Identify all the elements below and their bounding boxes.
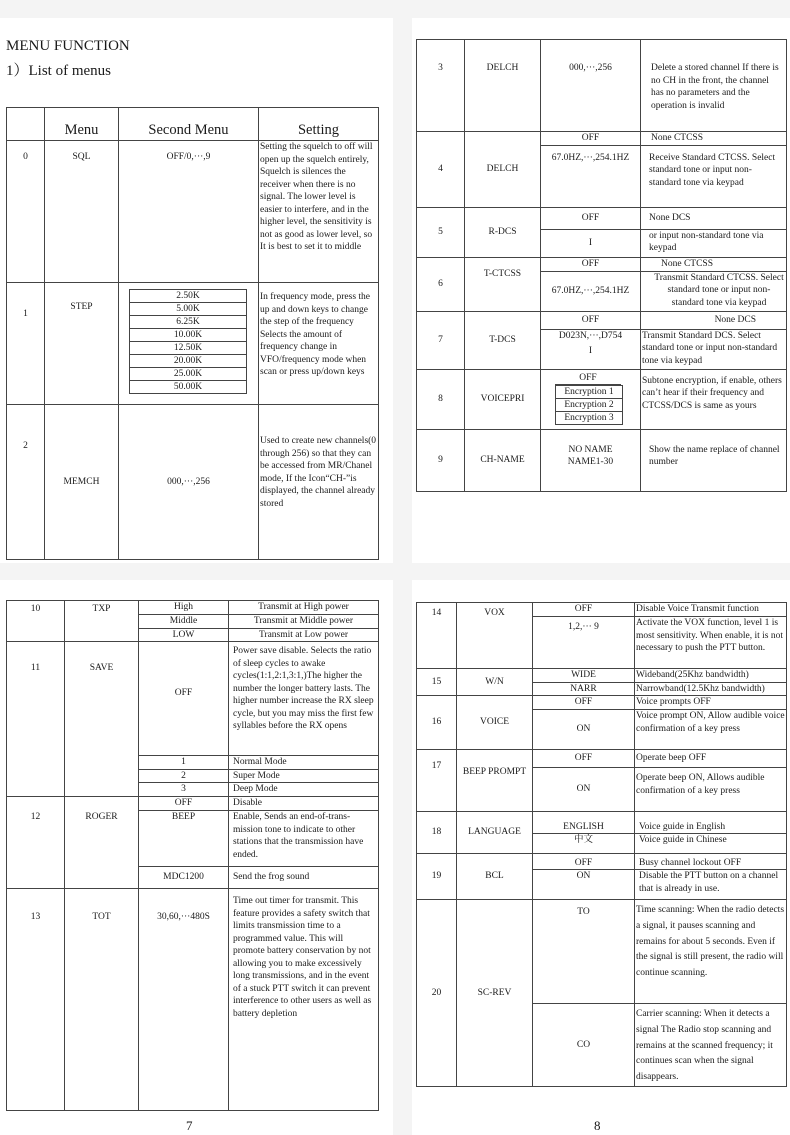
menu-name: ROGER (65, 797, 139, 889)
row-num: 17 (417, 750, 457, 812)
menu-name: DELCH (465, 132, 541, 208)
section-title: MENU FUNCTION (6, 38, 130, 54)
menu-name: MEMCH (45, 405, 119, 560)
row-num: 18 (417, 812, 457, 854)
table-row (417, 257, 787, 271)
second-menu: Middle (139, 615, 229, 629)
setting-text: Operate beep ON, Allows audible confirmation of a key press (635, 768, 787, 812)
setting-text: Voice guide in English (635, 812, 787, 834)
second-menu: 3 (139, 783, 229, 797)
setting-text: Wideband(25Khz bandwidth) (635, 669, 787, 683)
setting-text: Transmit Standard CTCSS. Select standard tone or input non-standard tone via keypad (641, 271, 787, 311)
setting-text: None DCS (641, 311, 787, 329)
manual-page-7 (0, 580, 393, 1135)
manual-page-6 (0, 18, 393, 563)
table-row (417, 429, 787, 491)
menu-name: SC-REV (457, 900, 533, 1087)
row-num: 10 (7, 601, 65, 642)
table-row (7, 889, 379, 1111)
row-num: 0 (7, 141, 45, 283)
table-row (417, 603, 787, 617)
setting-text: Deep Mode (229, 783, 379, 797)
step-option: 25.00K (130, 368, 246, 381)
second-menu: High (139, 601, 229, 615)
row-num: 13 (7, 889, 65, 1111)
table-row (7, 642, 379, 756)
second-menu: 1,2,··· 9 (533, 617, 635, 669)
menu-table-1 (6, 107, 379, 560)
table-row (417, 696, 787, 710)
second-menu: CO (533, 1004, 635, 1087)
row-num: 8 (417, 369, 465, 429)
setting-text: Show the name replace of channel number (641, 429, 787, 491)
second-menu: MDC1200 (139, 867, 229, 889)
table-row (417, 369, 787, 429)
table-row (7, 283, 379, 405)
setting-text: Setting the squelch to off will open up the squelch entirely, Squelch is silences the receiver when there is no signal. The lower level is easier to interfere, and in the higher level, the sensitivity is not as good as lower level, so It is best to set it to middle (259, 141, 379, 283)
menu-name: DELCH (465, 40, 541, 132)
setting-text: Transmit at Low power (229, 628, 379, 642)
second-menu: OFF/0,···,9 (119, 141, 259, 283)
table-row (417, 311, 787, 329)
setting-text: Time scanning: When the radio detects a signal, it pauses scanning and remains for about 5 seconds. Even if the signal is still present, the radio will continue scanning. (635, 900, 787, 1004)
row-num: 7 (417, 311, 465, 369)
table-row (7, 405, 379, 560)
table-header-row (7, 108, 379, 141)
setting-text: Voice prompt ON, Allow audible voice confirmation of a key press (635, 710, 787, 750)
second-menu: 中文 (533, 834, 635, 854)
manual-page-6b (412, 18, 790, 563)
row-num: 12 (7, 797, 65, 889)
second-menu: OFF (541, 257, 641, 271)
second-menu: WIDE (533, 669, 635, 683)
setting-text: Super Mode (229, 769, 379, 783)
table-row (417, 900, 787, 1004)
step-option: 6.25K (130, 316, 246, 329)
setting-text: Send the frog sound (229, 867, 379, 889)
encryption-option: Encryption 1 (556, 386, 622, 399)
menu-name: TOT (65, 889, 139, 1111)
second-menu-line: NAME1-30 (567, 457, 614, 467)
setting-text: Voice guide in Chinese (635, 834, 787, 854)
second-menu: ON (533, 768, 635, 812)
menu-name: BEEP PROMPT (457, 750, 533, 812)
setting-text: Operate beep OFF (635, 750, 787, 768)
page-number: 7 (186, 1118, 193, 1133)
table-row (417, 40, 787, 132)
setting-text: or input non-standard tone via keypad (641, 229, 787, 257)
row-num: 4 (417, 132, 465, 208)
menu-name: CH-NAME (465, 429, 541, 491)
encryption-option: OFF (555, 372, 621, 385)
encryption-option: Encryption 3 (564, 412, 614, 423)
second-menu (541, 329, 641, 369)
setting-text: Time out timer for transmit. This feature provides a safety switch that limits transmission time to a programmed value. This will promote battery conservation by not allowing you to make excessively long transmissions, and in the event of a stuck PTT switch it can prevent interference to other users as well as battery depletion (229, 889, 379, 1111)
table-row (417, 132, 787, 146)
setting-text: Voice prompts OFF (635, 696, 787, 710)
row-num: 16 (417, 696, 457, 750)
row-num: 3 (417, 40, 465, 132)
setting-text: Transmit at High power (229, 601, 379, 615)
second-menu: BEEP (139, 811, 229, 867)
table-row (417, 854, 787, 870)
menu-name: VOICEPRI (465, 369, 541, 429)
second-menu: 67.0HZ,···,254.1HZ (541, 145, 641, 207)
second-menu: OFF (541, 132, 641, 146)
setting-text: Delete a stored channel If there is no CH in the front, the channel has no parameters and the operation is invalid (641, 40, 787, 132)
row-num: 14 (417, 603, 457, 669)
table-row (417, 207, 787, 229)
second-menu: OFF (139, 797, 229, 811)
second-menu: LOW (139, 628, 229, 642)
second-menu: 1 (139, 756, 229, 770)
menu-name: R-DCS (465, 207, 541, 257)
table-row (417, 750, 787, 768)
menu-name: LANGUAGE (457, 812, 533, 854)
setting-text: Transmit at Middle power (229, 615, 379, 629)
row-num: 9 (417, 429, 465, 491)
second-menu: OFF (533, 750, 635, 768)
page-number: 8 (594, 1118, 601, 1133)
header-second-menu: Second Menu (119, 108, 259, 141)
second-menu: OFF (533, 854, 635, 870)
menu-table-2 (416, 39, 787, 492)
step-option: 5.00K (130, 303, 246, 316)
setting-text: Used to create new channels(0 through 256) so that they can be accessed from MR/Chanel mode, If the Icon“CH-”is displayed, the channel already stored (259, 405, 379, 560)
row-num: 11 (7, 642, 65, 797)
setting-text: None CTCSS (641, 257, 787, 271)
manual-page-8 (412, 580, 790, 1135)
table-row (7, 797, 379, 811)
menu-table-3 (6, 600, 379, 1111)
second-menu: ON (533, 710, 635, 750)
header-num (7, 108, 45, 141)
second-menu: ON (533, 870, 635, 900)
second-menu: ENGLISH (533, 812, 635, 834)
second-menu: OFF (533, 696, 635, 710)
row-num: 20 (417, 900, 457, 1087)
row-num: 19 (417, 854, 457, 900)
step-option: 12.50K (130, 342, 246, 355)
second-menu-line: I (588, 346, 593, 356)
setting-text: Activate the VOX function, level 1 is most sensitivity. When enable, it is not necessary to push the PTT button. (635, 617, 787, 669)
setting-text: Receive Standard CTCSS. Select standard tone or input non-standard tone via keypad (641, 145, 787, 207)
table-row (7, 601, 379, 615)
step-option: 2.50K (130, 290, 246, 303)
menu-name: VOICE (457, 696, 533, 750)
table-row (7, 141, 379, 283)
menu-name: T-DCS (465, 311, 541, 369)
second-menu: NARR (533, 682, 635, 696)
menu-name: BCL (457, 854, 533, 900)
second-menu: OFF (541, 207, 641, 229)
menu-name: STEP (45, 283, 119, 405)
setting-text: None DCS (641, 207, 787, 229)
encryption-option: Encryption 2 (556, 399, 622, 412)
second-menu-list (541, 369, 641, 429)
setting-text: Power save disable. Selects the ratio of sleep cycles to awake cycles(1:1,2:1,3:1,)The higher the number the longer battery lasts. The higher number increase the RX sleep cycle, but you may miss the first few syllables before the RX opens (229, 642, 379, 756)
row-num: 1 (7, 283, 45, 405)
setting-text: Disable Voice Transmit function (635, 603, 787, 617)
menu-table-4 (416, 602, 787, 1087)
step-option: 50.00K (173, 382, 203, 392)
second-menu: 000,···,256 (541, 40, 641, 132)
section-subtitle: 1）List of menus (6, 63, 111, 79)
setting-text: Normal Mode (229, 756, 379, 770)
second-menu: 2 (139, 769, 229, 783)
step-option: 10.00K (130, 329, 246, 342)
second-menu: 67.0HZ,···,254.1HZ (541, 271, 641, 311)
setting-text: Enable, Sends an end-of-trans-mission tone to indicate to other stations that the transmission have ended. (229, 811, 379, 867)
menu-name: VOX (457, 603, 533, 669)
header-setting: Setting (259, 108, 379, 141)
setting-text: Busy channel lockout OFF (635, 854, 787, 870)
menu-name: TXP (65, 601, 139, 642)
second-menu: OFF (139, 642, 229, 756)
menu-name: W/N (457, 669, 533, 696)
second-menu: TO (533, 900, 635, 1004)
second-menu (541, 429, 641, 491)
header-menu: Menu (45, 108, 119, 141)
menu-name: SAVE (65, 642, 139, 797)
table-row (417, 669, 787, 683)
setting-text: Carrier scanning: When it detects a signal The Radio stop scanning and remains at the scanned frequency; it continues scan when the signal disappears. (635, 1004, 787, 1087)
row-num: 6 (417, 257, 465, 311)
setting-text: Disable (229, 797, 379, 811)
second-menu: 000,···,256 (119, 405, 259, 560)
row-num: 15 (417, 669, 457, 696)
step-option: 20.00K (130, 355, 246, 368)
second-menu-list (119, 283, 259, 405)
menu-name: T-CTCSS (465, 257, 541, 311)
row-num: 5 (417, 207, 465, 257)
menu-name: SQL (45, 141, 119, 283)
second-menu: 30,60,···480S (139, 889, 229, 1111)
second-menu-line: D023N,···,D754 (558, 330, 623, 341)
setting-text: None CTCSS (641, 132, 787, 146)
second-menu-line: NO NAME (568, 444, 613, 455)
row-num: 2 (7, 405, 45, 560)
setting-text: Narrowband(12.5Khz bandwidth) (635, 682, 787, 696)
setting-text: Subtone encryption, if enable, others can’t hear if their frequency and CTCSS/DCS is same as yours (641, 369, 787, 429)
second-menu: OFF (533, 603, 635, 617)
table-row (417, 812, 787, 834)
setting-text: Disable the PTT button on a channel that is already in use. (635, 870, 787, 900)
setting-text: Transmit Standard DCS. Select standard tone or input non-standard tone via keypad (641, 329, 787, 369)
second-menu: OFF (541, 311, 641, 329)
setting-text: In frequency mode, press the up and down keys to change the step of the frequency Selects the amount of frequency change in VFO/frequency mode when scan or press up/down keys (259, 283, 379, 405)
second-menu: I (541, 229, 641, 257)
